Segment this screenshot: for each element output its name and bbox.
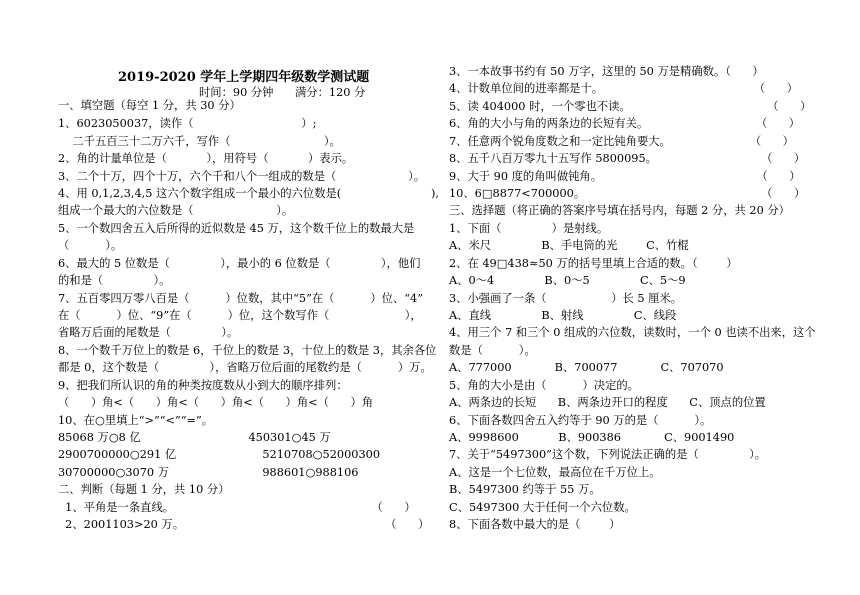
question-line: 10、在○里填上“>”“<”“=”。 bbox=[58, 414, 214, 427]
question-line: 2、角的计量单位是（ ），用符号（ ）表示。 bbox=[58, 152, 354, 165]
judge-item: 1、平角是一条直线。 （ ） bbox=[58, 501, 416, 514]
judge-item: 9、大于 90 度的角叫做钝角。 （ ） bbox=[449, 170, 801, 183]
judge-item: 10、6□8877<700000。 （ ） bbox=[449, 187, 806, 200]
choice-options: A、直线 B、射线 C、线段 bbox=[449, 309, 677, 322]
section-heading: 三、选择题（将正确的答案序号填在括号内，每题 2 分，共 20 分） bbox=[449, 204, 790, 217]
question-line: 组成一个最大的六位数是（ ）。 bbox=[58, 204, 294, 217]
question-line: （ ）。 bbox=[58, 239, 123, 252]
choice-options: A、米尺 B、手电筒的光 C、竹棍 bbox=[449, 239, 689, 252]
question-line: 4、用 0,1,2,3,4,5 这六个数字组成一个最小的六位数是( ), bbox=[58, 187, 439, 200]
compare-row: 85068 万○8 亿 450301○45 万 bbox=[58, 431, 331, 444]
judge-item: 5、读 404000 时，一个零也不读。 （ ） bbox=[449, 100, 812, 113]
question-line: 的和是（ ）。 bbox=[58, 274, 171, 287]
choice-question: 6、下面各数四舍五入约等于 90 万的是（ ）。 bbox=[449, 414, 712, 427]
choice-question: 4、用三个 7 和三个 0 组成的六位数，读数时，一个 0 也读不出来，这个 bbox=[449, 326, 816, 339]
choice-question: 数是（ ）。 bbox=[449, 344, 536, 357]
choice-options: A、0～4 B、0～5 C、5～9 bbox=[449, 274, 686, 287]
choice-question: 2、在 49□438≈50 万的括号里填上合适的数。（ ） bbox=[449, 257, 738, 270]
choice-question: 8、下面各数中最大的是（ ） bbox=[449, 518, 621, 531]
choice-option: A、这是一个七位数，最高位在千万位上。 bbox=[449, 466, 661, 479]
choice-question: 7、关于“5497300”这个数，下列说法正确的是（ ）。 bbox=[449, 448, 767, 461]
judge-item: 8、五千八百万零九十五写作 5800095。 （ ） bbox=[449, 152, 806, 165]
question-line: 3、二个十万，四个十万，六个千和八个一组成的数是（ ）。 bbox=[58, 170, 426, 183]
judge-item: 3、一本故事书约有 50 万字，这里的 50 万是精确数。（ ） bbox=[449, 65, 764, 78]
question-line: 9、把我们所认识的角的种类按度数从小到大的顺序排列： bbox=[58, 379, 348, 392]
choice-question: 5、角的大小是由（ ）决定的。 bbox=[449, 379, 639, 392]
choice-option: B、5497300 约等于 55 万。 bbox=[449, 483, 601, 496]
question-line: （ ）角<（ ）角<（ ）角<（ ）角<（ ）角 bbox=[58, 396, 374, 409]
question-line: 在（ ）位、“9”在（ ）位，这个数写作（ ）， bbox=[58, 309, 422, 322]
choice-options: A、两条边的长短 B、两条边开口的程度 C、顶点的位置 bbox=[449, 396, 766, 409]
judge-item: 6、角的大小与角的两条边的长短有关。 （ ） bbox=[449, 117, 801, 130]
compare-row: 30700000○3070 万 988601○988106 bbox=[58, 466, 359, 479]
question-line: 1、6023050037，读作（ ）; bbox=[58, 117, 317, 130]
choice-options: A、777000 B、700077 C、707070 bbox=[449, 361, 724, 374]
question-line: 省略万后面的尾数是（ ）。 bbox=[58, 326, 239, 339]
question-line: 8、一个数千万位上的数是 6，千位上的数是 3，十位上的数是 3，其余各位 bbox=[58, 344, 437, 357]
choice-options: A、9998600 B、900386 C、9001490 bbox=[449, 431, 735, 444]
judge-item: 7、任意两个锐角度数之和一定比钝角要大。 （ ） bbox=[449, 135, 794, 148]
choice-option: C、5497300 大于任何一个六位数。 bbox=[449, 501, 636, 514]
judge-item: 2、2001103>20 万。 （ ） bbox=[58, 518, 430, 531]
section-heading: 二、判断（每题 1 分，共 10 分） bbox=[58, 483, 230, 496]
section-heading: 一、填空题（每空 1 分，共 30 分） bbox=[58, 99, 241, 112]
question-line: 都是 0，这个数是（ ），省略万位后面的尾数约是（ ）万。 bbox=[58, 361, 432, 374]
exam-subtitle: 时间：90 分钟 满分：120 分 bbox=[199, 86, 366, 99]
question-line: 7、五百零四万零八百是（ ）位数，其中“5”在（ ）位、“4” bbox=[58, 292, 424, 305]
exam-title: 2019-2020 学年上学期四年级数学测试题 bbox=[118, 70, 370, 85]
choice-question: 1、下面（ ）是射线。 bbox=[449, 222, 609, 235]
question-line: 5、一个数四舍五入后所得的近似数是 45 万，这个数千位上的数最大是 bbox=[58, 222, 415, 235]
choice-question: 3、小强画了一条（ ）长 5 厘米。 bbox=[449, 292, 683, 305]
question-line: 6、最大的 5 位数是（ ），最小的 6 位数是（ ），他们 bbox=[58, 257, 421, 270]
question-line: 二千五百三十二万六千，写作（ ）。 bbox=[58, 135, 341, 148]
compare-row: 2900700000○291 亿 5210708○52000300 bbox=[58, 448, 381, 461]
judge-item: 4、计数单位间的进率都是十。 （ ） bbox=[449, 82, 799, 95]
